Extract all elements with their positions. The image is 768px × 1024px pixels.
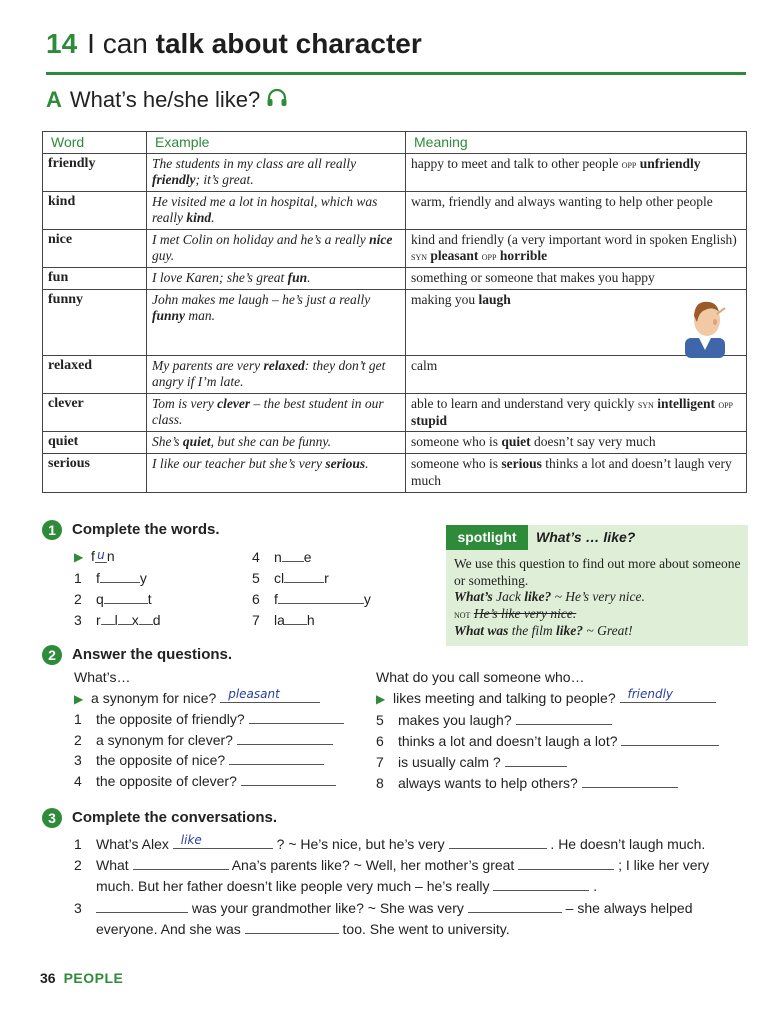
ex1-item[interactable]: 3 r l x d bbox=[74, 612, 161, 628]
exercise-title: Answer the questions. bbox=[72, 646, 233, 664]
vocab-word: funny bbox=[43, 290, 147, 356]
table-row bbox=[43, 230, 747, 268]
exercise-title: Complete the conversations. bbox=[72, 809, 278, 827]
ex1-item[interactable]: 1 f y bbox=[74, 570, 147, 586]
vocab-example: I love Karen; she’s great fun. bbox=[147, 268, 406, 290]
vocab-word: nice bbox=[43, 230, 147, 268]
vocab-example: He visited me a lot in hospital, which was really kind. bbox=[147, 192, 406, 230]
vocab-example: John makes me laugh – he’s just a really funny man. bbox=[147, 290, 406, 356]
handwritten-answer: friendly bbox=[627, 687, 674, 701]
table-row bbox=[43, 192, 747, 230]
spotlight-tag: spotlight bbox=[446, 525, 528, 550]
header-word: Word bbox=[43, 132, 147, 154]
vocab-example: The students in my class are all really friendly; it’s great. bbox=[147, 154, 406, 192]
ex2-question[interactable]: 4 the opposite of clever? bbox=[74, 773, 336, 789]
vocab-word: kind bbox=[43, 192, 147, 230]
vocab-example: I met Colin on holiday and he’s a really nice guy. bbox=[147, 230, 406, 268]
vocab-meaning: someone who is serious thinks a lot and doesn’t laugh very much bbox=[406, 454, 747, 493]
vocab-word: serious bbox=[43, 454, 147, 493]
section-label: PEOPLE bbox=[63, 970, 124, 986]
vocab-example: She’s quiet, but she can be funny. bbox=[147, 432, 406, 454]
unit-number: 14 bbox=[46, 28, 78, 59]
ex2-left-intro: What’s… bbox=[74, 669, 131, 685]
vocab-example: Tom is very clever – the best student in our class. bbox=[147, 394, 406, 432]
conversation-3[interactable]: 3 was your grandmother like? ~ She was very – she always helped bbox=[74, 900, 693, 916]
page-footer bbox=[40, 970, 123, 986]
vocab-word: relaxed bbox=[43, 356, 147, 394]
ex2-question[interactable]: 6 thinks a lot and doesn’t laugh a lot? bbox=[376, 733, 719, 749]
conversation-1[interactable]: 1 What’s Alex like ? ~ He’s nice, but he’s very . He doesn’t laugh much. bbox=[74, 833, 706, 852]
vocab-meaning: making you laugh bbox=[406, 290, 747, 356]
arrow-icon: ▶ bbox=[376, 692, 386, 706]
ex1-item[interactable]: 2 q t bbox=[74, 591, 152, 607]
ex1-item[interactable]: 7 la h bbox=[252, 612, 315, 628]
ex2-question[interactable]: 8 always wants to help others? bbox=[376, 775, 678, 791]
exercise-3-heading bbox=[42, 808, 277, 828]
conversation-3-cont[interactable]: everyone. And she was too. She went to university. bbox=[96, 921, 510, 937]
ex2-question[interactable]: 3 the opposite of nice? bbox=[74, 752, 324, 768]
ex2-question[interactable]: 1 the opposite of friendly? bbox=[74, 711, 344, 727]
exercise-1-heading bbox=[42, 520, 220, 540]
arrow-icon: ▶ bbox=[74, 692, 84, 706]
vocab-word: fun bbox=[43, 268, 147, 290]
exercise-number: 3 bbox=[42, 808, 62, 828]
vocab-word: friendly bbox=[43, 154, 147, 192]
vocab-word: quiet bbox=[43, 432, 147, 454]
vocab-word: clever bbox=[43, 394, 147, 432]
vocab-meaning: able to learn and understand very quickly syn intelligent opp stupid bbox=[406, 394, 747, 432]
spotlight-box bbox=[446, 525, 748, 646]
vocab-meaning: someone who is quiet doesn’t say very much bbox=[406, 432, 747, 454]
title-bold: talk about character bbox=[155, 28, 422, 59]
handwritten-answer: pleasant bbox=[228, 687, 280, 701]
conversation-2[interactable]: 2 What Ana’s parents like? ~ Well, her mother’s great ; I like her very bbox=[74, 857, 710, 873]
ex2-question[interactable]: 2 a synonym for clever? bbox=[74, 732, 333, 748]
exercise-2-heading bbox=[42, 645, 232, 665]
ex1-example: ▶ f u n bbox=[74, 548, 115, 564]
vocab-meaning: calm bbox=[406, 356, 747, 394]
table-row bbox=[43, 356, 747, 394]
table-header-row bbox=[43, 132, 747, 154]
header-meaning: Meaning bbox=[406, 132, 747, 154]
spotlight-title: What’s … like? bbox=[536, 529, 636, 545]
arrow-icon: ▶ bbox=[74, 550, 84, 564]
ex2-question[interactable]: 5 makes you laugh? bbox=[376, 712, 612, 728]
table-row bbox=[43, 432, 747, 454]
vocabulary-table bbox=[42, 131, 747, 493]
exercise-number: 1 bbox=[42, 520, 62, 540]
table-row bbox=[43, 268, 747, 290]
section-heading bbox=[46, 87, 288, 114]
exercise-title: Complete the words. bbox=[72, 521, 220, 539]
vocab-example: I like our teacher but she’s very serious. bbox=[147, 454, 406, 493]
table-row bbox=[43, 154, 747, 192]
table-row bbox=[43, 454, 747, 493]
title-divider bbox=[46, 72, 746, 75]
spotlight-body: We use this question to find out more about someone or something. What’s Jack like? ~ He’s very nice. not He’s like very nice. What was the film like? ~ Great! bbox=[454, 556, 741, 638]
thinking-man-illustration bbox=[679, 294, 737, 358]
vocab-example: My parents are very relaxed: they don’t get angry if I’m late. bbox=[147, 356, 406, 394]
ex2-example-left: ▶ a synonym for nice? pleasant bbox=[74, 690, 320, 706]
headphones-icon[interactable] bbox=[266, 88, 288, 114]
unit-title bbox=[46, 28, 422, 60]
page-number: 36 bbox=[40, 970, 56, 986]
vocab-meaning: something or someone that makes you happy bbox=[406, 268, 747, 290]
header-example: Example bbox=[147, 132, 406, 154]
table-row bbox=[43, 290, 747, 356]
vocab-meaning: happy to meet and talk to other people opp unfriendly bbox=[406, 154, 747, 192]
table-row bbox=[43, 394, 747, 432]
ex2-right-intro: What do you call someone who… bbox=[376, 669, 585, 685]
section-letter: A bbox=[46, 87, 62, 112]
exercise-number: 2 bbox=[42, 645, 62, 665]
vocab-meaning: warm, friendly and always wanting to help other people bbox=[406, 192, 747, 230]
ex1-item[interactable]: 5 cl r bbox=[252, 570, 329, 586]
handwritten-answer: like bbox=[180, 833, 202, 847]
section-title: What’s he/she like? bbox=[69, 87, 261, 112]
ex2-example-right: ▶ likes meeting and talking to people? friendly bbox=[376, 690, 716, 706]
ex2-question[interactable]: 7 is usually calm ? bbox=[376, 754, 567, 770]
vocab-meaning: kind and friendly (a very important word in spoken English) syn pleasant opp horrible bbox=[406, 230, 747, 268]
handwritten-answer: u bbox=[95, 548, 107, 563]
conversation-2-cont[interactable]: much. But her father doesn’t like people very much – he’s really . bbox=[96, 878, 598, 894]
ex1-item[interactable]: 6 f y bbox=[252, 591, 371, 607]
ex1-item[interactable]: 4 n e bbox=[252, 549, 312, 565]
title-lead: I can bbox=[87, 28, 148, 59]
